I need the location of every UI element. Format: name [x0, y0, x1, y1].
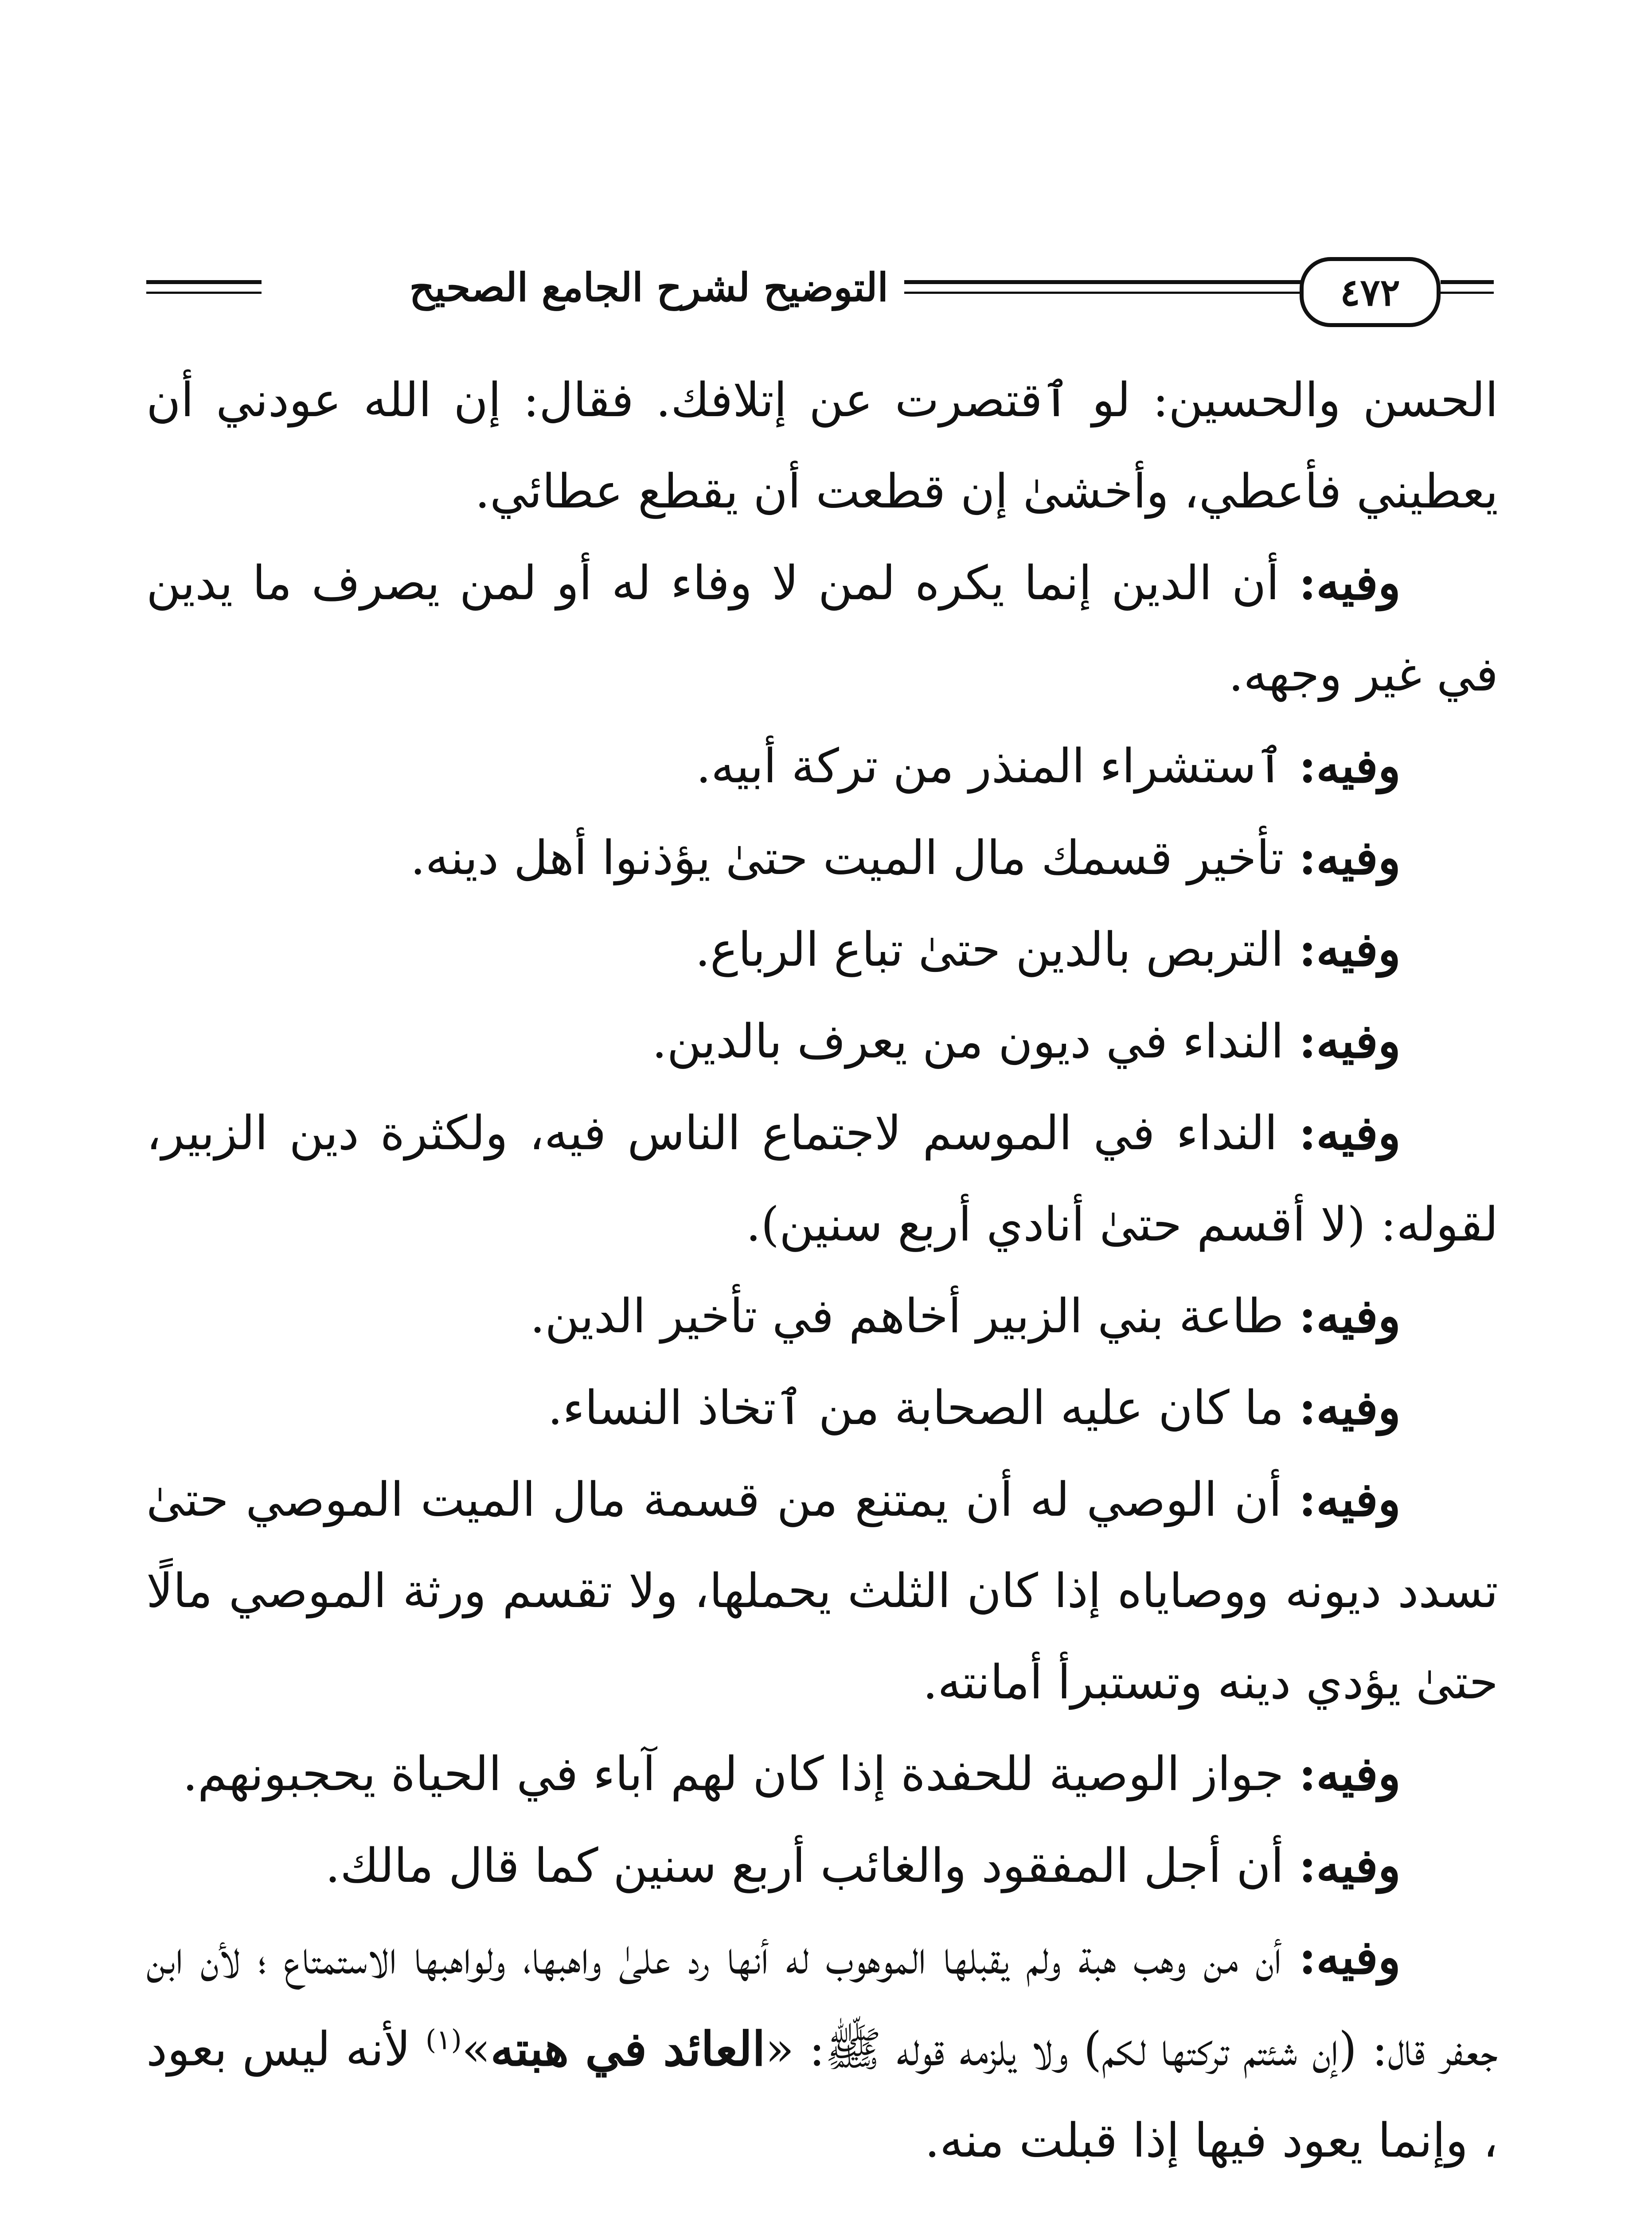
paragraph-text: النداء في الموسم لاجتماع الناس فيه، ولكثرة دين الزبير، لقوله: (لا أقسم حتىٰ أنادي أربع سنين).	[146, 1106, 1498, 1252]
paragraph-text: الحسن والحسين: لو ٱقتصرت عن إتلافك. فقال: إن الله عودني أن يعطيني فأعطي، وأخشىٰ إن قطعت أن يقطع عطائي.	[146, 373, 1498, 519]
paragraph-text: النداء في ديون من يعرف بالدين.	[652, 1014, 1284, 1069]
paragraph	[146, 537, 1498, 720]
paragraph	[146, 1362, 1498, 1454]
quote-close: »	[461, 2022, 491, 2076]
paragraph	[146, 904, 1498, 995]
paragraph	[146, 1087, 1498, 1270]
paragraph-label: وفيه:	[1299, 921, 1401, 977]
paragraph	[146, 720, 1498, 812]
paragraph	[146, 355, 1498, 537]
paragraph-text: التربص بالدين حتىٰ تباع الرباع.	[695, 922, 1284, 977]
paragraph-text: جواز الوصية للحفدة إذا كان لهم آباء في الحياة يحجبونهم.	[183, 1747, 1284, 1801]
paragraph-label: وفيه:	[1299, 1838, 1401, 1893]
paragraph-text: تأخير قسمك مال الميت حتىٰ يؤذنوا أهل دينه.	[410, 831, 1284, 885]
header-rule-right	[1441, 280, 1494, 284]
paragraph-label: وفيه:	[1299, 1105, 1401, 1160]
paragraph-label: وفيه:	[1299, 738, 1401, 793]
running-title: التوضيح لشرح الجامع الصحيح	[393, 264, 904, 310]
paragraph-label: وفيه:	[1299, 1288, 1401, 1343]
main-text	[146, 355, 1498, 2186]
paragraph-text: أن الوصي له أن يمتنع من قسمة مال الميت الموصي حتىٰ تسدد ديونه ووصاياه إذا كان الثلث يحملها، ولا تقسم ورثة الموصي مالًا حتىٰ يؤدي دينه وتستبرأ أمانته.	[146, 1472, 1498, 1709]
header-rule-right-thin	[1441, 292, 1494, 294]
paragraph	[146, 995, 1498, 1087]
paragraph-label: وفيه:	[1299, 1746, 1401, 1801]
paragraph-label: وفيه:	[1299, 1929, 1401, 1985]
paragraph-label: وفيه:	[1299, 555, 1401, 610]
paragraph-text: ما كان عليه الصحابة من ٱتخاذ النساء.	[547, 1381, 1284, 1435]
hadith-quote: العائد في هبته	[490, 2021, 765, 2076]
paragraph-label: وفيه:	[1299, 1471, 1401, 1527]
header-rule-left	[146, 280, 262, 284]
paragraph	[146, 1728, 1498, 1820]
paragraph-last	[146, 1912, 1498, 2186]
paragraph	[146, 1270, 1498, 1362]
page-number: ٤٧٢	[1300, 257, 1441, 327]
paragraph-text: أن أجل المفقود والغائب أربع سنين كما قال مالك.	[325, 1838, 1284, 1893]
paragraph	[146, 1454, 1498, 1728]
paragraph	[146, 812, 1498, 904]
footnote-reference[interactable]: (١)	[426, 2023, 462, 2056]
page-header	[146, 244, 1494, 332]
paragraph-text: أن الدين إنما يكره لمن لا وفاء له أو لمن يصرف ما يدين في غير وجهه.	[146, 556, 1498, 702]
paragraph	[146, 1820, 1498, 1912]
paragraph-text-end: لأنه ليس بعود ، وإنما يعود فيها إذا قبلت منه.	[146, 2022, 1498, 2168]
paragraph-label: وفيه:	[1299, 1380, 1401, 1435]
paragraph-text: ٱستشراء المنذر من تركة أبيه.	[696, 739, 1284, 793]
paragraph-label: وفيه:	[1299, 830, 1401, 885]
header-rule-left-thin	[146, 292, 262, 294]
paragraph-text: أن من وهب هبة ولم يقبلها الموهوب له أنها رد علىٰ واهبها، ولواهبها الاستمتاع ؛ لأن ابن جعفر قال: (إن شئتم تركتها لكم) ولا يلزمه قوله ﷺ: «	[146, 1930, 1498, 2076]
paragraph-label: وفيه:	[1299, 1013, 1401, 1069]
paragraph-text: طاعة بني الزبير أخاهم في تأخير الدين.	[530, 1289, 1284, 1343]
